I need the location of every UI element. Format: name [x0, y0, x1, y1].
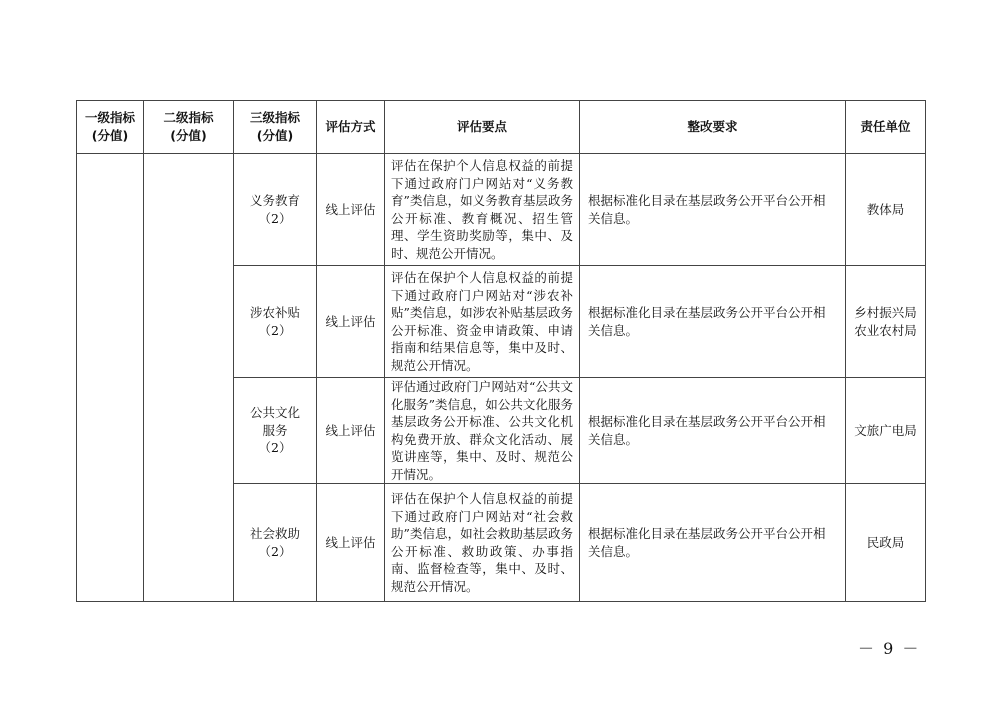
- header-level1: [77, 101, 144, 154]
- points-cell: 评估在保护个人信息权益的前提下通过政府门户网站对“义务教育”类信息，如义务教育基层政务公开标准、教育概况、招生管理、学生资助奖励等，集中、及时、规范公开情况。: [385, 154, 580, 266]
- unit-name: 民政局: [866, 534, 905, 550]
- indicator-cell: [234, 266, 317, 378]
- requirements-cell: 根据标准化目录在基层政务公开平台公开相关信息。: [580, 484, 846, 602]
- unit-name: 乡村振兴局: [854, 305, 917, 320]
- indicator-name-cont: 服务: [262, 422, 288, 438]
- indicator-name: 公共文化: [249, 405, 300, 421]
- header-unit: 责任单位: [846, 101, 926, 154]
- header-level3-score: (分值): [256, 128, 294, 143]
- header-level3: [234, 101, 317, 154]
- header-requirements: 整改要求: [580, 101, 846, 154]
- level1-cell: [77, 154, 144, 602]
- unit-name: 农业农村局: [854, 322, 917, 338]
- points-cell: 评估在保护个人信息权益的前提下通过政府门户网站对“涉农补贴”类信息，如涉农补贴基层政务公开标准、资金申请政策、申请指南和结果信息等，集中及时、规范公开情况。: [385, 266, 580, 378]
- requirements-cell: 根据标准化目录在基层政务公开平台公开相关信息。: [580, 266, 846, 378]
- requirements-cell: 根据标准化目录在基层政务公开平台公开相关信息。: [580, 154, 846, 266]
- indicator-name: 义务教育: [249, 193, 300, 208]
- points-cell: 评估在保护个人信息权益的前提下通过政府门户网站对“社会救助”类信息，如社会救助基层政务公开标准、救助政策、办事指南、监督检查等，集中、及时、规范公开情况。: [385, 484, 580, 602]
- evaluation-table: [76, 100, 926, 602]
- unit-cell: [846, 266, 926, 378]
- table-row: [77, 154, 926, 266]
- points-cell: 评估通过政府门户网站对“公共文化服务”类信息，如公共文化服务基层政务公开标准、公共文化机构免费开放、群众文化活动、展览讲座等，集中、及时、规范公开情况。: [385, 378, 580, 484]
- header-level1-score: (分值): [91, 128, 129, 143]
- header-level2: [144, 101, 234, 154]
- method-cell: 线上评估: [317, 154, 385, 266]
- indicator-cell: [234, 484, 317, 602]
- indicator-score: （2）: [258, 543, 292, 559]
- unit-cell: [846, 378, 926, 484]
- indicator-cell: [234, 378, 317, 484]
- level2-cell: [144, 154, 234, 602]
- indicator-score: （2）: [258, 440, 292, 456]
- unit-cell: [846, 484, 926, 602]
- table-header-row: [77, 101, 926, 154]
- unit-name: 教体局: [866, 201, 905, 217]
- requirements-cell: 根据标准化目录在基层政务公开平台公开相关信息。: [580, 378, 846, 484]
- indicator-name: 涉农补贴: [249, 305, 300, 320]
- header-points: 评估要点: [385, 101, 580, 154]
- header-method: 评估方式: [317, 101, 385, 154]
- indicator-name: 社会救助: [249, 526, 300, 541]
- indicator-cell: [234, 154, 317, 266]
- header-level3-line: 三级指标: [249, 110, 300, 125]
- method-cell: 线上评估: [317, 378, 385, 484]
- page-number: － 9 －: [858, 639, 921, 658]
- header-level2-line: 二级指标: [163, 110, 214, 125]
- method-cell: 线上评估: [317, 484, 385, 602]
- header-level1-line: 一级指标: [84, 110, 135, 125]
- method-cell: 线上评估: [317, 266, 385, 378]
- unit-name: 文旅广电局: [854, 422, 917, 438]
- header-level2-score: (分值): [170, 128, 207, 143]
- indicator-score: （2）: [258, 210, 292, 226]
- indicator-score: （2）: [258, 322, 292, 338]
- unit-cell: [846, 154, 926, 266]
